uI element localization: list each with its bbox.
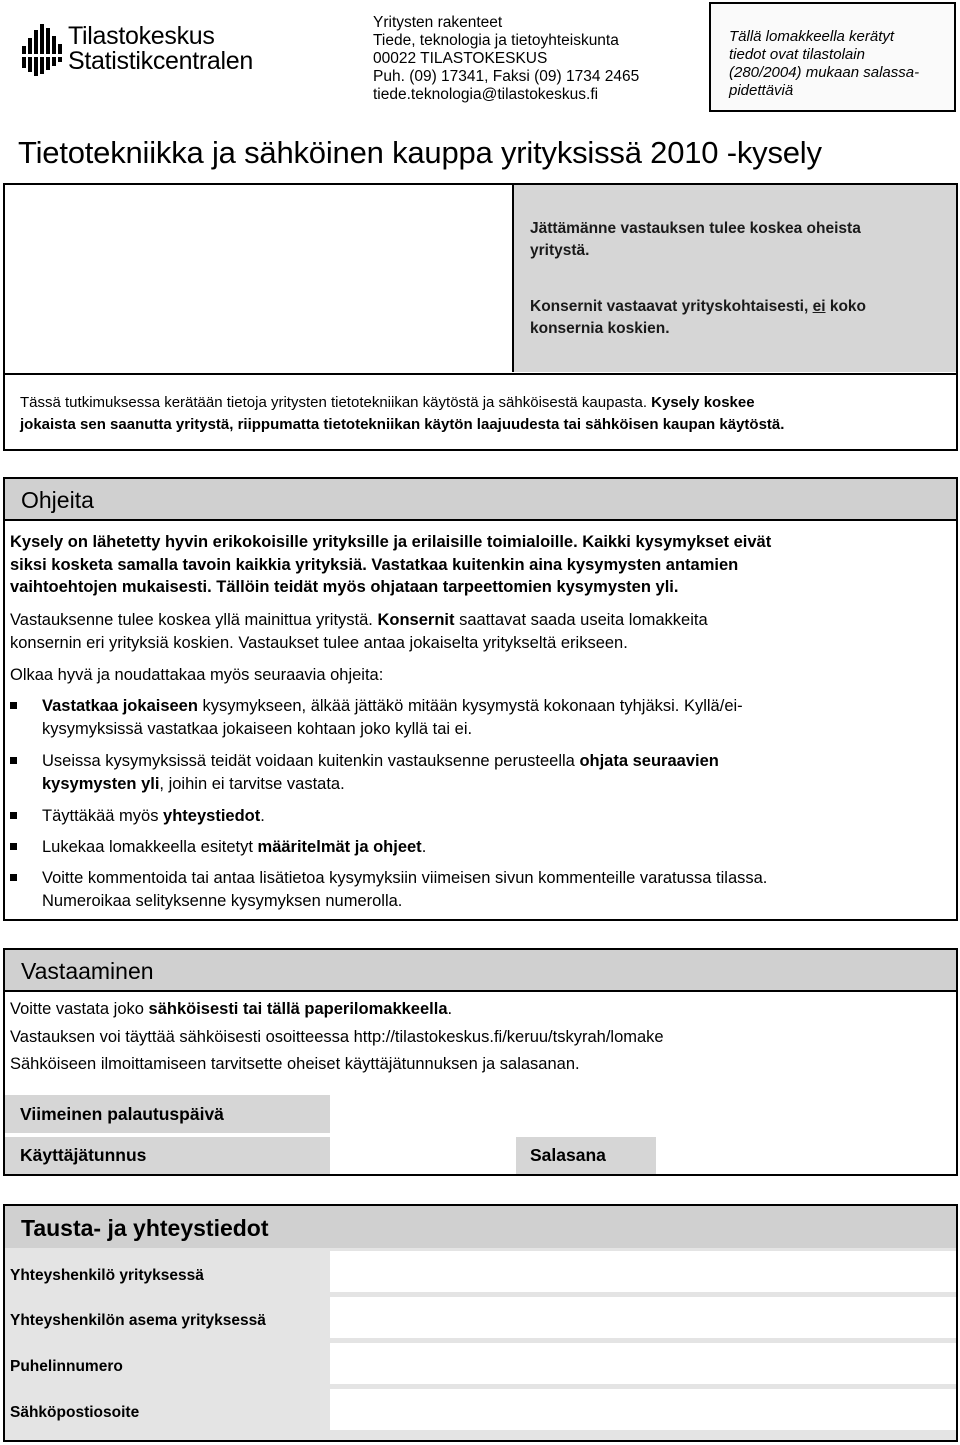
responding-line: . (447, 1000, 453, 1018)
deadline-value[interactable] (330, 1095, 514, 1133)
instructions-line: Kysely on lähetetty hyvin erikokoisille yrityksille ja erilaisille toimialoille. Kaikki kysymykset eivät (10, 533, 772, 551)
username-value[interactable] (330, 1137, 514, 1174)
bullet-text: Täyttäkää myös (42, 807, 164, 825)
instructions-text: Vastauksenne tulee koskea yllä mainittua yritystä. (10, 611, 378, 629)
bullet-text: . (421, 838, 427, 856)
contact-address: 00022 TILASTOKESKUS (373, 50, 548, 67)
instructions-line: konsernin eri yrityksiä koskien. Vastaukset tulee antaa jokaiselta yritykseltä erikseen. (10, 633, 628, 652)
bullet-square-icon (10, 812, 17, 819)
address-label-area (5, 185, 514, 372)
address-note-line: Jättämänne vastauksen tulee koskea oheista (530, 220, 861, 237)
bullet-square-icon (10, 874, 17, 881)
logo-line-fi: Tilastokeskus (68, 22, 215, 50)
confidentiality-notice (709, 2, 956, 112)
instructions-bold: Konsernit (377, 611, 455, 629)
address-note (530, 218, 940, 340)
password-value[interactable] (656, 1137, 930, 1174)
bullet-text: Lukekaa lomakkeella esitetyt (42, 838, 258, 856)
phone-field[interactable] (330, 1343, 956, 1384)
responding-text (10, 998, 945, 1076)
responding-bold: sähköisesti tai tällä paperilomakkeella (148, 1000, 448, 1018)
instruction-bullet-2 (10, 750, 945, 796)
instruction-bullet-3 (10, 805, 945, 828)
address-note-emphasis: ei (812, 298, 826, 315)
page-title: Tietotekniikka ja sähköinen kauppa yrityksissä 2010 -kysely (18, 135, 822, 170)
bullet-text: . (260, 807, 265, 825)
instructions-para-3: Olkaa hyvä ja noudattakaa myös seuraavia ohjeita: (10, 666, 384, 684)
password-label: Salasana (530, 1145, 606, 1165)
instruction-bullet-1 (10, 695, 945, 741)
instruction-bullet-5 (10, 867, 945, 913)
bullet-square-icon (10, 843, 17, 850)
instructions-header (5, 479, 956, 521)
instructions-text: saattavat saada useita lomakkeita (454, 611, 708, 629)
notice-line: Tällä lomakkeella kerätyt (729, 28, 895, 45)
responding-heading: Vastaaminen (21, 958, 154, 984)
bullet-line: Numeroikaa selityksenne kysymyksen numerolla. (42, 891, 403, 910)
bullet-text: , joihin ei tarvitse vastata. (159, 774, 345, 793)
intro-bold-line: jokaista sen saanutta yritystä, riippumatta tietotekniikan käytön laajuudesta tai sähköisen kaupan käytöstä. (20, 416, 785, 433)
position-field[interactable] (330, 1297, 956, 1338)
username-label: Käyttäjätunnus (20, 1145, 147, 1165)
bullet-square-icon (10, 757, 17, 764)
logo-line-sv: Statistikcentralen (68, 47, 253, 75)
contact-phone: Puh. (09) 17341, Faksi (09) 1734 2465 (373, 68, 640, 85)
address-note-line: yritystä. (530, 242, 590, 259)
responding-line: Voitte vastata joko (10, 1000, 149, 1018)
instruction-bullet-4 (10, 836, 945, 859)
contact-info (373, 14, 639, 104)
contact-details-header (5, 1206, 956, 1250)
intro-bold: Kysely koskee (651, 394, 755, 411)
bullet-square-icon (10, 702, 17, 709)
contact-email: tiede.teknologia@tilastokeskus.fi (373, 86, 599, 103)
bullet-text: kysymykseen, älkää jättäkö mitään kysymystä kokonaan tyhjäksi. Kyllä/ei- (197, 697, 743, 715)
notice-line: pidettäviä (729, 82, 794, 99)
instructions-line: vaihtoehtojen mukaisesti. Tällöin teidät myös ohjataan tarpeettomien kysymysten yli. (10, 578, 679, 596)
deadline-label: Viimeinen palautuspäivä (20, 1104, 224, 1124)
position-label: Yhteyshenkilön asema yrityksessä (10, 1312, 266, 1329)
bullet-line: Voitte kommentoida tai antaa lisätietoa kysymyksiin viimeisen sivun kommenteille varatussa tilassa. (42, 869, 768, 887)
responding-header (5, 950, 956, 992)
logo-wordmark (68, 24, 253, 74)
bullet-bold: kysymysten yli (42, 774, 160, 793)
email-label: Sähköpostiosoite (10, 1404, 140, 1421)
phone-label: Puhelinnumero (10, 1358, 123, 1375)
address-note-text: Konsernit vastaavat yrityskohtaisesti, (530, 298, 813, 315)
address-note-line (530, 296, 940, 318)
contact-department: Yritysten rakenteet (373, 14, 503, 31)
contact-unit: Tiede, teknologia ja tietoyhteiskunta (373, 32, 619, 49)
instructions-para-1 (10, 531, 945, 599)
instructions-heading: Ohjeita (21, 487, 94, 513)
intro-plain: Tässä tutkimuksessa kerätään tietoja yritysten tietotekniikan käytöstä ja sähköisestä kaupasta. (20, 394, 652, 411)
instructions-para-2 (10, 609, 945, 654)
tilastokeskus-logo-icon (22, 24, 64, 76)
address-note-text: koko (825, 298, 866, 315)
bullet-text: Useissa kysymyksissä teidät voidaan kuitenkin vastauksenne perusteella (42, 752, 580, 770)
notice-line: (280/2004) mukaan salassa- (729, 64, 920, 81)
address-note-line: konsernia koskien. (530, 320, 670, 337)
intro-text (20, 389, 950, 438)
contact-person-field[interactable] (330, 1251, 956, 1292)
responding-line: Sähköiseen ilmoittamiseen tarvitsette oheiset käyttäjätunnuksen ja salasanan. (10, 1055, 580, 1073)
contact-details-heading: Tausta- ja yhteystiedot (21, 1215, 269, 1241)
bullet-bold: määritelmät ja ohjeet (257, 838, 422, 856)
bullet-line: kysymyksissä vastatkaa jokaiseen kohtaan joko kyllä tai ei. (42, 719, 473, 738)
bullet-bold: yhteystiedot (163, 807, 261, 825)
email-field[interactable] (330, 1389, 956, 1430)
notice-line: tiedot ovat tilastolain (729, 46, 865, 63)
contact-person-label: Yhteyshenkilö yrityksessä (10, 1267, 204, 1284)
responding-url-line: Vastauksen voi täyttää sähköisesti osoitteessa http://tilastokeskus.fi/keruu/tskyrah/lomake (10, 1027, 664, 1046)
bullet-bold: Vastatkaa jokaiseen (42, 697, 198, 715)
bullet-bold: ohjata seuraavien (579, 752, 719, 770)
instructions-line: siksi kosketa samalla tavoin kaikkia yrityksiä. Vastatkaa kuitenkin aina kysymysten antamien (10, 555, 739, 574)
